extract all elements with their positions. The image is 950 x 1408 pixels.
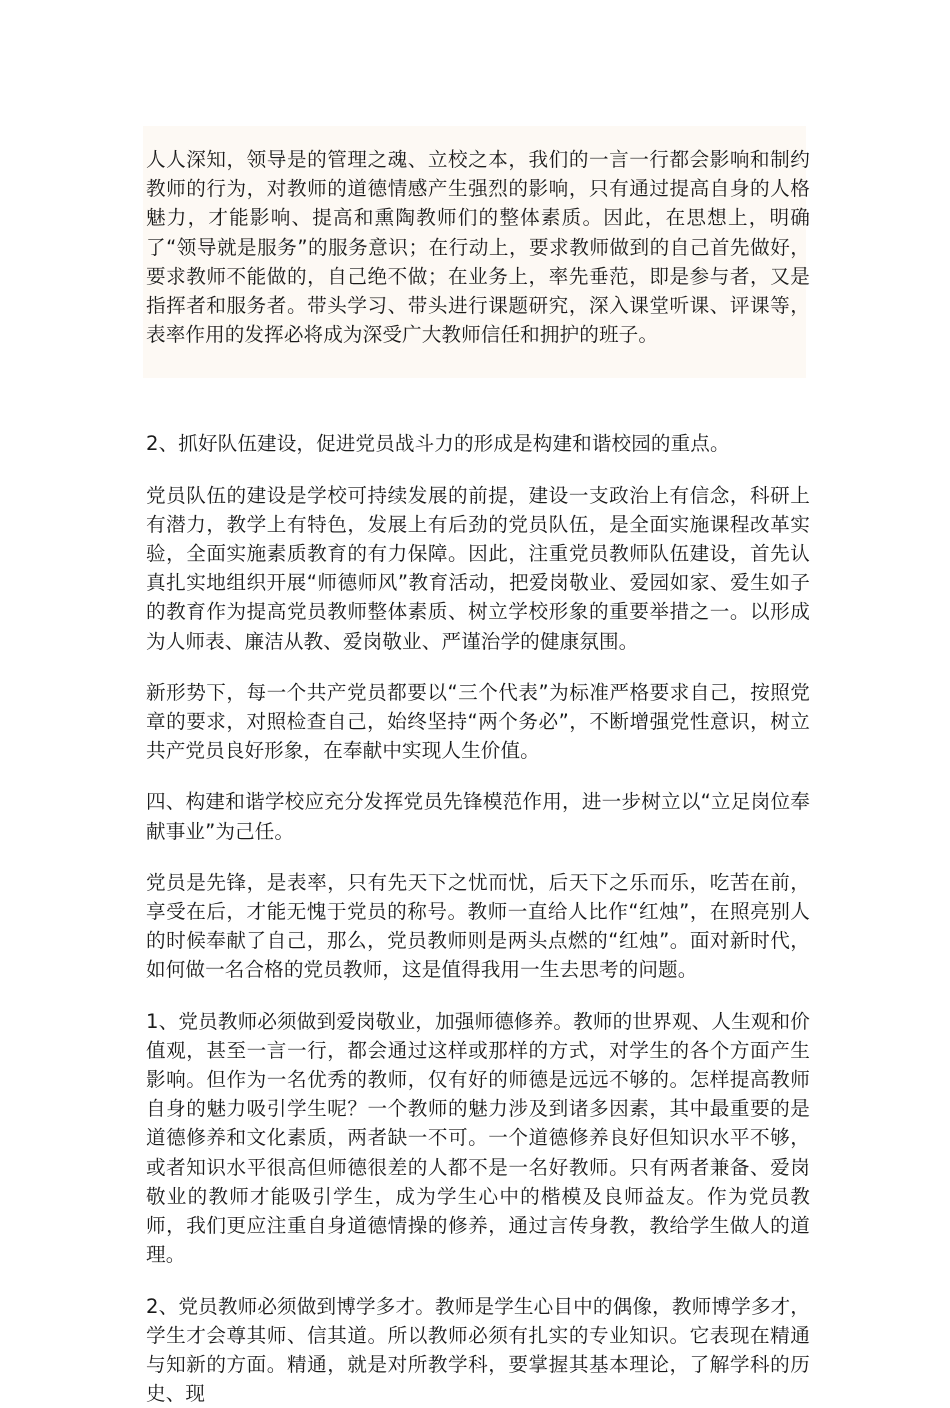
section-heading-four: 四、构建和谐学校应充分发挥党员先锋模范作用，进一步树立以“立足岗位奉献事业”为己任。 [146, 787, 810, 845]
paragraph-vanguard: 党员是先锋，是表率，只有先天下之忧而忧，后天下之乐而乐，吃苦在前，享受在后，才能无愧于党员的称号。教师一直给人比作“红烛”，在照亮别人的时候奉献了自己，那么，党员教师则是两头点燃的“红烛”。面对新时代，如何做一名合格的党员教师，这是值得我用一生去思考的问题。 [146, 868, 810, 985]
document-body [146, 145, 810, 1408]
paragraph-dedication: 1、党员教师必须做到爱岗敬业，加强师德修养。教师的世界观、人生观和价值观，甚至一言一行，都会通过这样或那样的方式，对学生的各个方面产生影响。但作为一名优秀的教师，仅有好的师德是远远不够的。怎样提高教师自身的魅力吸引学生呢？一个教师的魅力涉及到诸多因素，其中最重要的是道德修养和文化素质，两者缺一不可。一个道德修养良好但知识水平不够，或者知识水平很高但师德很差的人都不是一名好教师。只有两者兼备、爱岗敬业的教师才能吸引学生，成为学生心中的楷模及良师益友。作为党员教师，我们更应注重自身道德情操的修养，通过言传身教，教给学生做人的道理。 [146, 1007, 810, 1270]
paragraph-new-situation: 新形势下，每一个共产党员都要以“三个代表”为标准严格要求自己，按照党章的要求，对照检查自己，始终坚持“两个务必”，不断增强党性意识，树立共产党员良好形象，在奉献中实现人生价值。 [146, 678, 810, 766]
paragraph-knowledge: 2、党员教师必须做到博学多才。教师是学生心目中的偶像，教师博学多才，学生才会尊其师、信其道。所以教师必须有扎实的专业知识。它表现在精通与知新的方面。精通，就是对所教学科，要掌握其基本理论，了解学科的历史、现 [146, 1292, 810, 1408]
paragraph-party-team: 党员队伍的建设是学校可持续发展的前提，建设一支政治上有信念，科研上有潜力，教学上有特色，发展上有后劲的党员队伍，是全面实施课程改革实验，全面实施素质教育的有力保障。因此，注重党员教师队伍建设，首先认真扎实地组织开展“师德师风”教育活动，把爱岗敬业、爱园如家、爱生如子的教育作为提高党员教师整体素质、树立学校形象的重要举措之一。以形成为人师表、廉洁从教、爱岗敬业、严谨治学的健康氛围。 [146, 481, 810, 656]
paragraph-leadership: 人人深知，领导是的管理之魂、立校之本，我们的一言一行都会影响和制约教师的行为，对教师的道德情感产生强烈的影响，只有通过提高自身的人格魅力，才能影响、提高和熏陶教师们的整体素质。因此，在思想上，明确了“领导就是服务”的服务意识；在行动上，要求教师做到的自己首先做好，要求教师不能做的，自己绝不做；在业务上，率先垂范，即是参与者，又是指挥者和服务者。带头学习、带头进行课题研究，深入课堂听课、评课等，表率作用的发挥必将成为深受广大教师信任和拥护的班子。 [146, 145, 810, 349]
section-heading-team-building: 2、抓好队伍建设，促进党员战斗力的形成是构建和谐校园的重点。 [146, 429, 810, 458]
